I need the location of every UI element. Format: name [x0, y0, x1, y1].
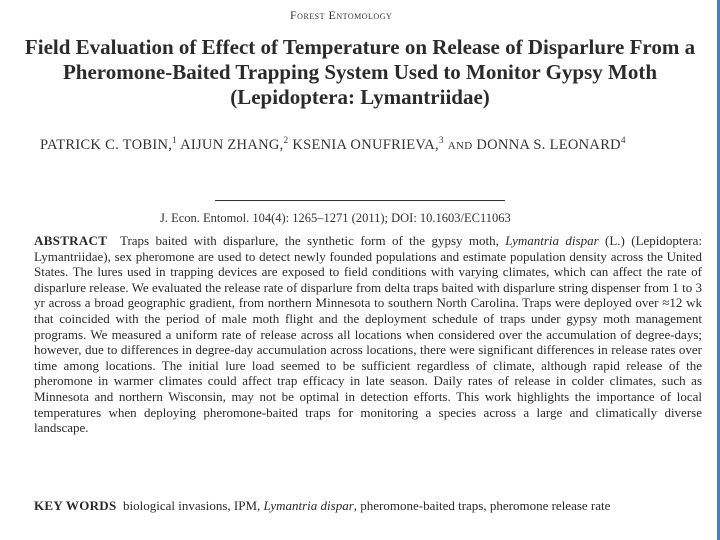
- author-list: [40, 135, 626, 154]
- divider-rule: [215, 200, 505, 201]
- abstract-text: Traps baited with disparlure, the synthetic form of the gypsy moth,: [119, 233, 506, 248]
- citation-line: J. Econ. Entomol. 104(4): 1265–1271 (2011); DOI: 10.1603/EC11063: [160, 211, 511, 225]
- keywords-text: biological invasions, IPM,: [123, 498, 264, 513]
- abstract-text: (L.) (Lepidoptera: Lymantriidae), sex pheromone are used to detect newly founded populations and estimate population density across the United States. The lures used in trapping devices are exposed to field conditions with varying climates, which can affect the rate of disparlure release. We evaluated the release rate of disparlure from delta traps baited with disparlure string dispenser from 1 to 3 yr across a broad geographic gradient, from northern Minnesota to southern North Carolina. Traps were deployed over ≈12 wk that coincided with the period of male moth flight and the deployment schedule of traps under gypsy moth management programs. We measured a uniform rate of release across all locations when considered over the accumulation of degree-days; however, due to differences in degree-day accumulation across locations, there were significant differences in release rates over time among locations. The initial lure load seemed to be sufficient regardless of climate, although rapid release of the pheromone in warmer climates could affect trap efficacy in late season. Daily rates of release in colder climates, such as Minnesota and northern Wisconsin, may not be optimal in detection efforts. This work highlights the importance of local temperatures when deploying pheromone-baited traps for monitoring a species across a large and climatically diverse landscape.: [34, 233, 703, 436]
- author-name: AIJUN ZHANG,: [180, 136, 284, 153]
- author-affiliation: 4: [620, 135, 626, 145]
- journal-section-header: Forest Entomology: [290, 8, 393, 22]
- paper-title: Field Evaluation of Effect of Temperature on Release of Disparlure From a Pheromone-Baited Trapping System Used to Monitor Gypsy Moth (Lepidoptera: Lymantriidae): [24, 35, 696, 109]
- author-affiliation: 2: [283, 135, 289, 145]
- keywords-label: KEY WORDS: [34, 498, 117, 513]
- author-name: KSENIA ONUFRIEVA,: [292, 136, 439, 153]
- author-name: PATRICK C. TOBIN,: [40, 136, 173, 153]
- keywords-text: , pheromone-baited traps, pheromone release rate: [353, 498, 611, 513]
- author-conjunction: AND: [447, 139, 473, 152]
- author-name: DONNA S. LEONARD: [476, 136, 621, 153]
- keywords-paragraph: [34, 498, 702, 514]
- species-name: Lymantria dispar: [263, 498, 354, 513]
- species-name: Lymantria dispar: [505, 233, 599, 248]
- author-affiliation: 1: [172, 135, 177, 145]
- abstract-paragraph: [34, 233, 702, 436]
- abstract-label: ABSTRACT: [34, 233, 108, 248]
- author-affiliation: 3: [438, 135, 444, 145]
